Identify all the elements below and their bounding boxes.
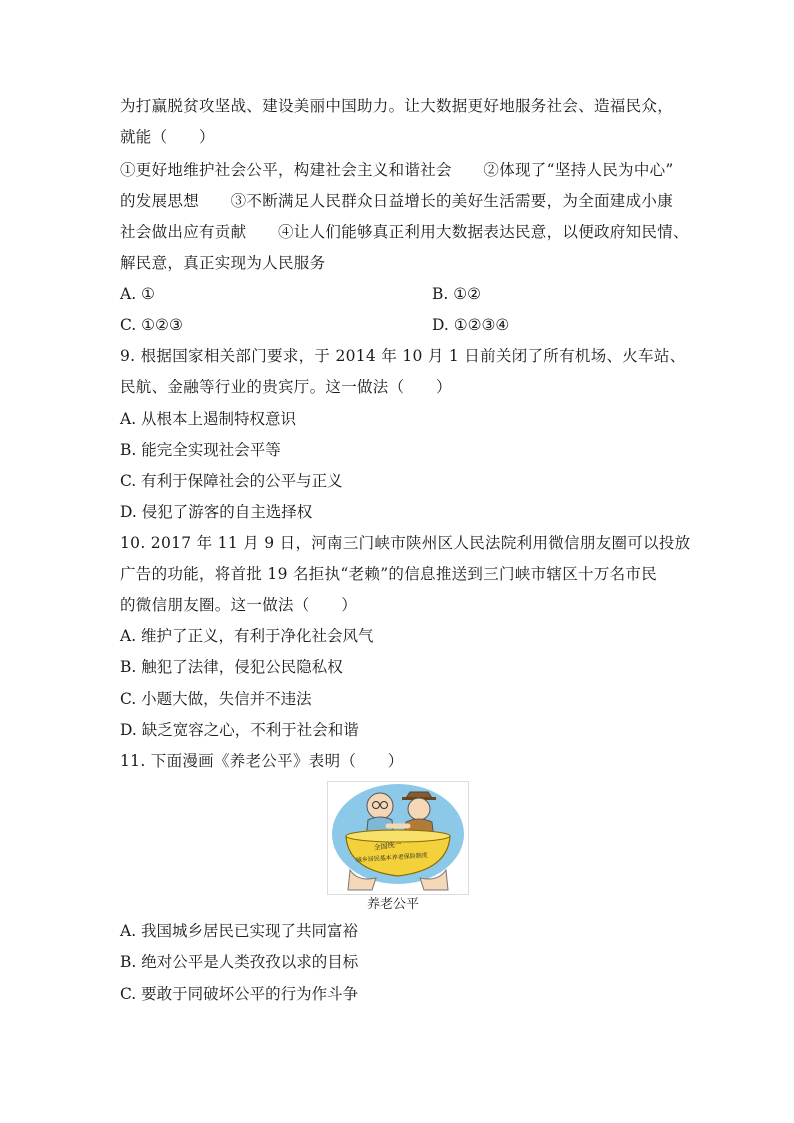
q11-stem: 11. 下面漫画《养老公平》表明（ ） — [120, 752, 404, 770]
cartoon-caption: 养老公平 — [367, 897, 420, 912]
q9-stem-line-2: 民航、金融等行业的贵宾厅。这一做法（ ） — [120, 378, 452, 396]
intro-line-1: 为打赢脱贫攻坚战、建设美丽中国助力。让大数据更好地服务社会、造福民众， — [120, 97, 674, 115]
q8-option-a: A. ① — [120, 285, 155, 303]
cartoon-image — [327, 781, 469, 895]
q11-option-a: A. 我国城乡居民已实现了共同富裕 — [120, 922, 359, 940]
bowl-label-1: 全国统一 — [373, 840, 403, 852]
statement-line-4: 解民意，真正实现为人民服务 — [120, 254, 326, 272]
q8-option-c: C. ①②③ — [120, 316, 183, 334]
bowl-label-2: 城乡居民基本养老保险制度 — [355, 851, 428, 864]
q10-option-c: C. 小题大做，失信并不违法 — [120, 690, 312, 708]
q10-option-d: D. 缺乏宽容之心，不利于社会和谐 — [120, 721, 359, 739]
q9-option-a: A. 从根本上遏制特权意识 — [120, 410, 297, 428]
q10-stem-line-2: 广告的功能，将首批 19 名拒执“老赖”的信息推送到三门峡市辖区十万名市民 — [120, 565, 658, 583]
q9-option-b: B. 能完全实现社会平等 — [120, 441, 281, 459]
q10-option-a: A. 维护了正义，有利于净化社会风气 — [120, 627, 374, 645]
q9-option-d: D. 侵犯了游客的自主选择权 — [120, 503, 313, 521]
q8-option-d: D. ①②③④ — [432, 316, 510, 334]
statement-line-1: ①更好地维护社会公平，构建社会主义和谐社会 ②体现了“坚持人民为中心” — [120, 161, 674, 179]
q10-stem-line-3: 的微信朋友圈。这一做法（ ） — [120, 596, 358, 614]
statement-line-2: 的发展思想 ③不断满足人民群众日益增长的美好生活需要，为全面建成小康 — [120, 192, 674, 210]
q10-option-b: B. 触犯了法律，侵犯公民隐私权 — [120, 658, 343, 676]
q11-option-b: B. 绝对公平是人类孜孜以求的目标 — [120, 953, 359, 971]
q8-option-b: B. ①② — [432, 285, 482, 303]
q9-option-c: C. 有利于保障社会的公平与正义 — [120, 472, 343, 490]
q10-stem-line-1: 10. 2017 年 11 月 9 日，河南三门峡市陕州区人民法院利用微信朋友圈可以投放 — [120, 534, 691, 552]
intro-line-2: 就能（ ） — [120, 128, 215, 146]
cartoon-illustration — [328, 782, 468, 894]
q9-stem-line-1: 9. 根据国家相关部门要求，于 2014 年 10 月 1 日前关闭了所有机场、火车站、 — [120, 347, 686, 365]
q11-option-c: C. 要敢于同破坏公平的行为作斗争 — [120, 985, 359, 1003]
statement-line-3: 社会做出应有贡献 ④让人们能够真正利用大数据表达民意，以便政府知民情、 — [120, 223, 689, 241]
